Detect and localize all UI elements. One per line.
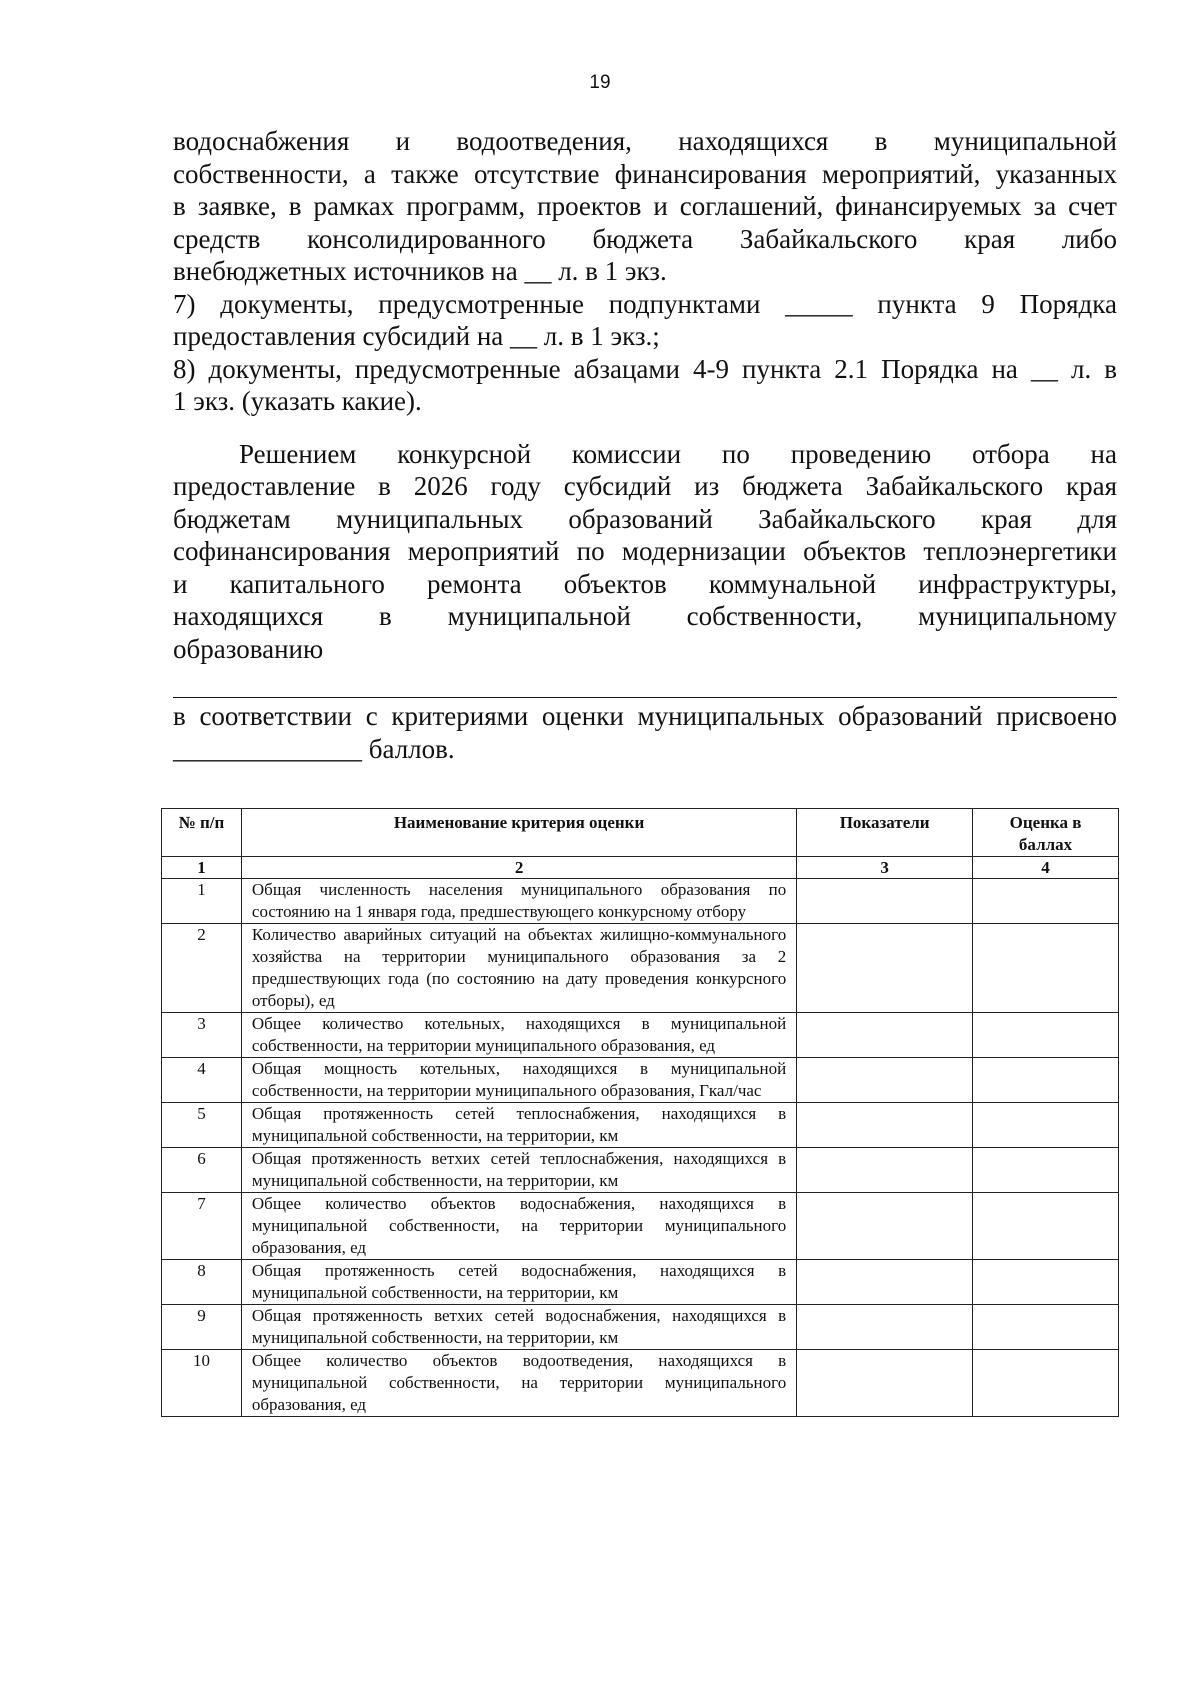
score-cell: [973, 1193, 1119, 1260]
table-row: [162, 924, 1119, 1013]
table-index-row: [162, 857, 1119, 879]
indicator-cell: [797, 1305, 973, 1350]
score-cell: [973, 1058, 1119, 1103]
table-row: [162, 1058, 1119, 1103]
text-line: собственности, а также отсутствие финансирования мероприятий, указанных: [173, 158, 1117, 189]
table-row: [162, 1305, 1119, 1350]
text-line: внебюджетных источников на __ л. в 1 экз.: [173, 256, 667, 286]
row-number-cell: 9: [162, 1305, 242, 1350]
header-number: № п/п: [162, 809, 242, 857]
index-cell: 4: [973, 857, 1119, 879]
conclusion-paragraph: [173, 700, 1117, 765]
header-criterion: Наименование критерия оценки: [241, 809, 796, 857]
header-indicators: Показатели: [797, 809, 973, 857]
text-line: в заявке, в рамках программ, проектов и соглашений, финансируемых за счет: [173, 191, 1117, 221]
indicator-cell: [797, 879, 973, 924]
row-number-cell: 8: [162, 1260, 242, 1305]
score-cell: [973, 924, 1119, 1013]
fill-in-blank-line: [173, 665, 1117, 698]
row-number-cell: 10: [162, 1350, 242, 1417]
text-line: и капитального ремонта объектов коммунальной инфраструктуры,: [173, 568, 1117, 599]
criteria-table: [161, 808, 1119, 1417]
criterion-cell: Общее количество объектов водоотведения, находящихся в муниципальной собственности, на территории муниципального образования, ед: [241, 1350, 796, 1417]
spacer: [173, 418, 1117, 438]
text-line: софинансирования мероприятий по модернизации объектов теплоэнергетики: [173, 536, 1117, 566]
row-number-cell: 5: [162, 1103, 242, 1148]
list-item-7: [173, 288, 1117, 353]
score-cell: [973, 1260, 1119, 1305]
text-line: предоставление в 2026 году субсидий из бюджета Забайкальского края: [173, 471, 1117, 501]
document-body: [173, 125, 1117, 765]
row-number-cell: 2: [162, 924, 242, 1013]
criterion-cell: Общая численность населения муниципального образования по состоянию на 1 января года, предшествующего конкурсному отбору: [241, 879, 796, 924]
score-cell: [973, 1013, 1119, 1058]
table-row: [162, 879, 1119, 924]
list-item-8: [173, 353, 1117, 418]
score-cell: [973, 1350, 1119, 1417]
table-row: [162, 1148, 1119, 1193]
table-row: [162, 1013, 1119, 1058]
table-row: [162, 1260, 1119, 1305]
indicator-cell: [797, 1103, 973, 1148]
text-line: бюджетам муниципальных образований Забайкальского края для: [173, 503, 1117, 534]
decision-paragraph: [173, 438, 1117, 666]
criterion-cell: Общая протяженность ветхих сетей водоснабжения, находящихся в муниципальной собственности, на территории, км: [241, 1305, 796, 1350]
table-header-row: [162, 809, 1119, 857]
text-line: 8) документы, предусмотренные абзацами 4-9 пункта 2.1 Порядка на __ л. в: [173, 353, 1117, 384]
criterion-cell: Общее количество объектов водоснабжения, находящихся в муниципальной собственности, на территории муниципального образования, ед: [241, 1193, 796, 1260]
index-cell: 1: [162, 857, 242, 879]
index-cell: 2: [241, 857, 796, 879]
indicator-cell: [797, 1193, 973, 1260]
row-number-cell: 6: [162, 1148, 242, 1193]
criterion-cell: Общая протяженность сетей теплоснабжения, находящихся в муниципальной собственности, на территории, км: [241, 1103, 796, 1148]
text-line: в соответствии с критериями оценки муниципальных образований присвоено: [173, 701, 1117, 731]
table-row: [162, 1193, 1119, 1260]
row-number-cell: 7: [162, 1193, 242, 1260]
row-number-cell: 3: [162, 1013, 242, 1058]
indicator-cell: [797, 1350, 973, 1417]
indicator-cell: [797, 1148, 973, 1193]
text-line: образованию: [173, 633, 324, 664]
index-cell: 3: [797, 857, 973, 879]
paragraph-continuation: [173, 125, 1117, 288]
criterion-cell: Общая мощность котельных, находящихся в муниципальной собственности, на территории муниципального образования, Гкал/час: [241, 1058, 796, 1103]
criterion-cell: Общая протяженность ветхих сетей теплоснабжения, находящихся в муниципальной собственности, на территории, км: [241, 1148, 796, 1193]
table-row: [162, 1350, 1119, 1417]
row-number-cell: 1: [162, 879, 242, 924]
text-line: 7) документы, предусмотренные подпунктами _____ пункта 9 Порядка: [173, 288, 1117, 319]
indicator-cell: [797, 1058, 973, 1103]
text-line: Решением конкурсной комиссии по проведению отбора на: [239, 438, 1117, 469]
score-cell: [973, 1148, 1119, 1193]
criterion-cell: Количество аварийных ситуаций на объектах жилищно-коммунального хозяйства на территории муниципального образования за 2 предшествующих года (по состоянию на дату проведения конкурсного отборы), ед: [241, 924, 796, 1013]
indicator-cell: [797, 924, 973, 1013]
indicator-cell: [797, 1013, 973, 1058]
score-cell: [973, 1103, 1119, 1148]
criterion-cell: Общее количество котельных, находящихся в муниципальной собственности, на территории муниципального образования, ед: [241, 1013, 796, 1058]
header-score: Оценка в баллах: [973, 809, 1119, 857]
indicator-cell: [797, 1260, 973, 1305]
text-line: водоснабжения и водоотведения, находящихся в муниципальной: [173, 126, 1117, 156]
text-line: средств консолидированного бюджета Забайкальского края либо: [173, 223, 1117, 254]
criterion-cell: Общая протяженность сетей водоснабжения, находящихся в муниципальной собственности, на территории, км: [241, 1260, 796, 1305]
score-cell: [973, 1305, 1119, 1350]
text-line: ______________ баллов.: [173, 733, 455, 764]
page-number: 19: [589, 72, 611, 93]
text-line: предоставления субсидий на __ л. в 1 экз.;: [173, 321, 660, 351]
text-line: находящихся в муниципальной собственности, муниципальному: [173, 601, 1117, 631]
text-line: 1 экз. (указать какие).: [173, 386, 422, 416]
row-number-cell: 4: [162, 1058, 242, 1103]
score-cell: [973, 879, 1119, 924]
table-row: [162, 1103, 1119, 1148]
